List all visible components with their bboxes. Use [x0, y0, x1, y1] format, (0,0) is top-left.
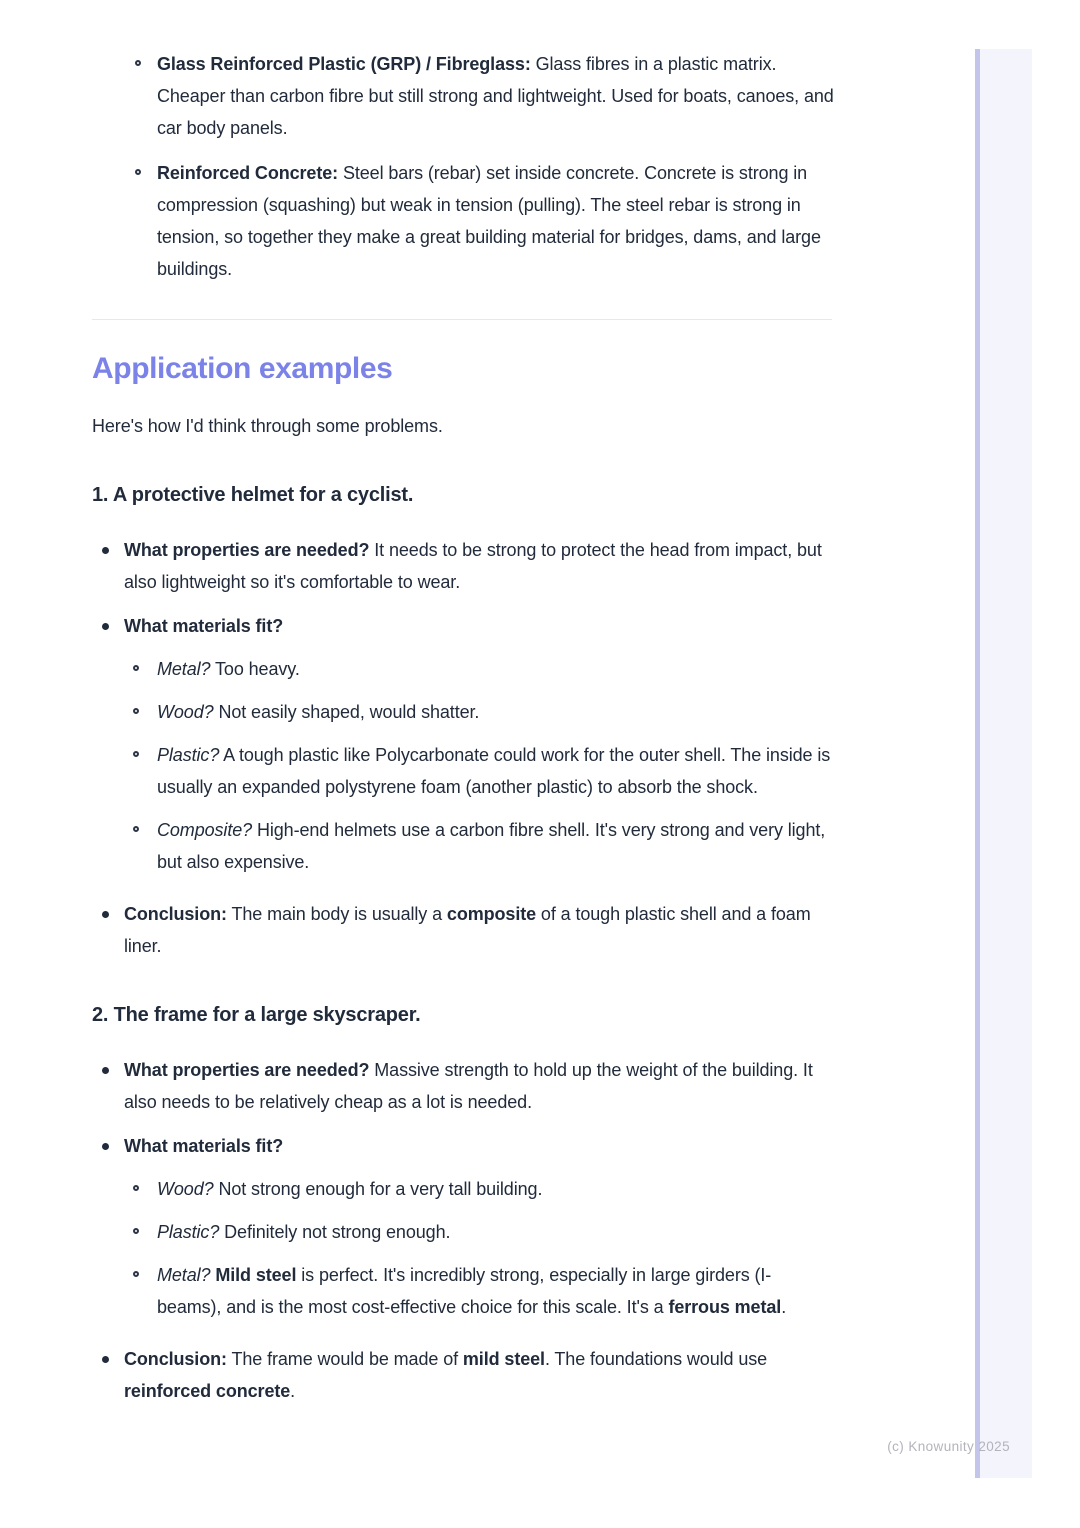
- list-item-properties-needed: [92, 534, 834, 598]
- example-2-materials-sublist: [124, 1173, 834, 1323]
- list-item-materials-fit: [92, 610, 834, 878]
- disc-bullet-icon: [102, 1143, 109, 1150]
- disc-bullet-icon: [102, 1356, 109, 1363]
- circle-bullet-icon: [133, 751, 139, 757]
- section-divider: [92, 319, 832, 320]
- disc-bullet-icon: [102, 911, 109, 918]
- composite-materials-list: [92, 48, 834, 285]
- disc-bullet-icon: [102, 1067, 109, 1074]
- list-item-text: Wood? Not strong enough for a very tall building.: [157, 1179, 543, 1199]
- list-item-text: What materials fit?: [124, 616, 284, 636]
- circle-bullet-icon: [133, 1271, 139, 1277]
- list-item-text: What materials fit?: [124, 1136, 284, 1156]
- list-item-conclusion: [92, 898, 834, 962]
- list-item-grp-fibreglass: [92, 48, 834, 144]
- list-item-text: Metal? Mild steel is perfect. It's incredibly strong, especially in large girders (I-beams), and is the most cost-effective choice for this scale. It's a ferrous metal.: [157, 1265, 787, 1317]
- example-1-list: [92, 534, 834, 962]
- list-item-text: Wood? Not easily shaped, would shatter.: [157, 702, 480, 722]
- list-item-metal: [124, 1259, 834, 1323]
- list-item-text: Metal? Too heavy.: [157, 659, 300, 679]
- list-item-plastic: [124, 1216, 834, 1248]
- list-item-wood: [124, 696, 834, 728]
- list-item-text: What properties are needed? Massive strength to hold up the weight of the building. It also needs to be relatively cheap as a lot is needed.: [124, 1060, 813, 1112]
- example-1-materials-sublist: [124, 653, 834, 878]
- list-item-reinforced-concrete: [92, 157, 834, 285]
- list-item-composite: [124, 814, 834, 878]
- circle-bullet-icon: [135, 60, 141, 66]
- disc-bullet-icon: [102, 623, 109, 630]
- copyright-watermark: (c) Knowunity 2025: [887, 1439, 1010, 1454]
- circle-bullet-icon: [133, 665, 139, 671]
- list-item-properties-needed: [92, 1054, 834, 1118]
- section-heading: Application examples: [92, 352, 393, 385]
- example-1-title: 1. A protective helmet for a cyclist.: [92, 484, 414, 506]
- circle-bullet-icon: [133, 826, 139, 832]
- next-page-edge-panel: [975, 49, 1032, 1478]
- circle-bullet-icon: [133, 1185, 139, 1191]
- list-item-materials-fit: [92, 1130, 834, 1323]
- list-item-metal: [124, 653, 834, 685]
- example-2-list: [92, 1054, 834, 1407]
- list-item-text: Reinforced Concrete: Steel bars (rebar) set inside concrete. Concrete is strong in compression (squashing) but weak in tension (pulling). The steel rebar is strong in tension, so together they make a great building material for bridges, dams, and large buildings.: [157, 163, 821, 279]
- list-item-text: Conclusion: The frame would be made of mild steel. The foundations would use reinforced concrete.: [124, 1349, 768, 1401]
- example-2-title: 2. The frame for a large skyscraper.: [92, 1004, 421, 1026]
- list-item-text: Plastic? Definitely not strong enough.: [157, 1222, 451, 1242]
- list-item-text: Plastic? A tough plastic like Polycarbonate could work for the outer shell. The inside is usually an expanded polystyrene foam (another plastic) to absorb the shock.: [157, 745, 831, 797]
- document-content: [92, 48, 834, 1419]
- circle-bullet-icon: [135, 169, 141, 175]
- list-item-wood: [124, 1173, 834, 1205]
- disc-bullet-icon: [102, 547, 109, 554]
- circle-bullet-icon: [133, 1228, 139, 1234]
- list-item-text: What properties are needed? It needs to be strong to protect the head from impact, but also lightweight so it's comfortable to wear.: [124, 540, 822, 592]
- section-intro: Here's how I'd think through some problems.: [92, 416, 443, 436]
- list-item-text: Conclusion: The main body is usually a composite of a tough plastic shell and a foam liner.: [124, 904, 811, 956]
- list-item-plastic: [124, 739, 834, 803]
- list-item-conclusion: [92, 1343, 834, 1407]
- list-item-text: Composite? High-end helmets use a carbon fibre shell. It's very strong and very light, but also expensive.: [157, 820, 826, 872]
- circle-bullet-icon: [133, 708, 139, 714]
- list-item-text: Glass Reinforced Plastic (GRP) / Fibreglass: Glass fibres in a plastic matrix. Cheaper than carbon fibre but still strong and lightweight. Used for boats, canoes, and car body panels.: [157, 54, 834, 138]
